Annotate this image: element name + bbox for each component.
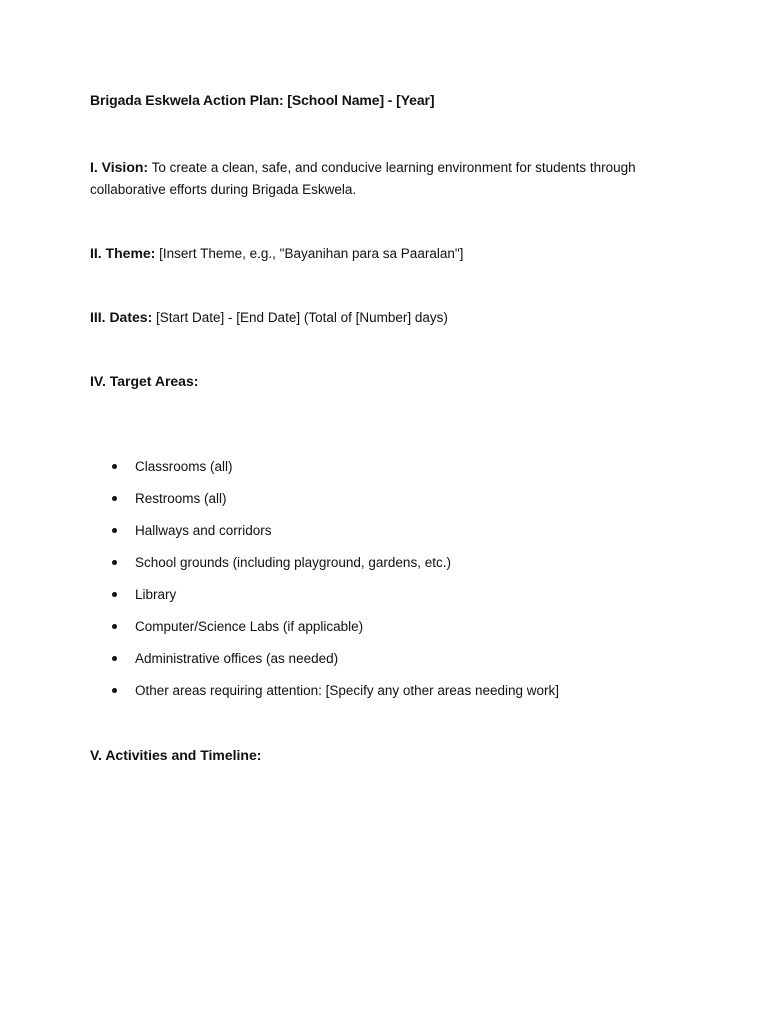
bullet-icon — [112, 496, 117, 501]
list-item — [90, 456, 559, 488]
dates-text: [Start Date] - [End Date] (Total of [Number] days) — [156, 310, 448, 325]
vision-section — [90, 156, 670, 201]
list-item-text: Administrative offices (as needed) — [135, 651, 339, 666]
list-item — [90, 680, 559, 712]
bullet-icon — [112, 528, 117, 533]
target-areas-list — [90, 456, 559, 712]
dates-section — [90, 306, 670, 329]
list-item — [90, 584, 559, 616]
bullet-icon — [112, 656, 117, 661]
list-item-text: Hallways and corridors — [135, 523, 272, 538]
bullet-icon — [112, 464, 117, 469]
vision-text: To create a clean, safe, and conducive learning environment for students through collaborative efforts during Brigada Eskwela. — [90, 160, 636, 197]
bullet-icon — [112, 592, 117, 597]
activities-label: V. Activities and Timeline: — [90, 747, 262, 763]
list-item-text: Classrooms (all) — [135, 459, 233, 474]
vision-label: I. Vision: — [90, 159, 149, 175]
target-areas-label: IV. Target Areas: — [90, 373, 199, 389]
bullet-icon — [112, 624, 117, 629]
activities-section — [90, 744, 670, 767]
theme-label: II. Theme: — [90, 245, 156, 261]
list-item-text: Computer/Science Labs (if applicable) — [135, 619, 364, 634]
list-item — [90, 552, 559, 584]
list-item — [90, 488, 559, 520]
target-areas-section — [90, 370, 670, 393]
list-item-text: Library — [135, 587, 177, 602]
list-item-text: Restrooms (all) — [135, 491, 227, 506]
dates-label: III. Dates: — [90, 309, 153, 325]
list-item-text: School grounds (including playground, gardens, etc.) — [135, 555, 451, 570]
bullet-icon — [112, 560, 117, 565]
theme-section — [90, 242, 670, 265]
theme-text: [Insert Theme, e.g., "Bayanihan para sa Paaralan"] — [159, 246, 464, 261]
list-item-text: Other areas requiring attention: [Specify any other areas needing work] — [135, 683, 559, 698]
list-item — [90, 520, 559, 552]
document-title: Brigada Eskwela Action Plan: [School Name] - [Year] — [90, 92, 435, 108]
bullet-icon — [112, 688, 117, 693]
list-item — [90, 648, 559, 680]
list-item — [90, 616, 559, 648]
